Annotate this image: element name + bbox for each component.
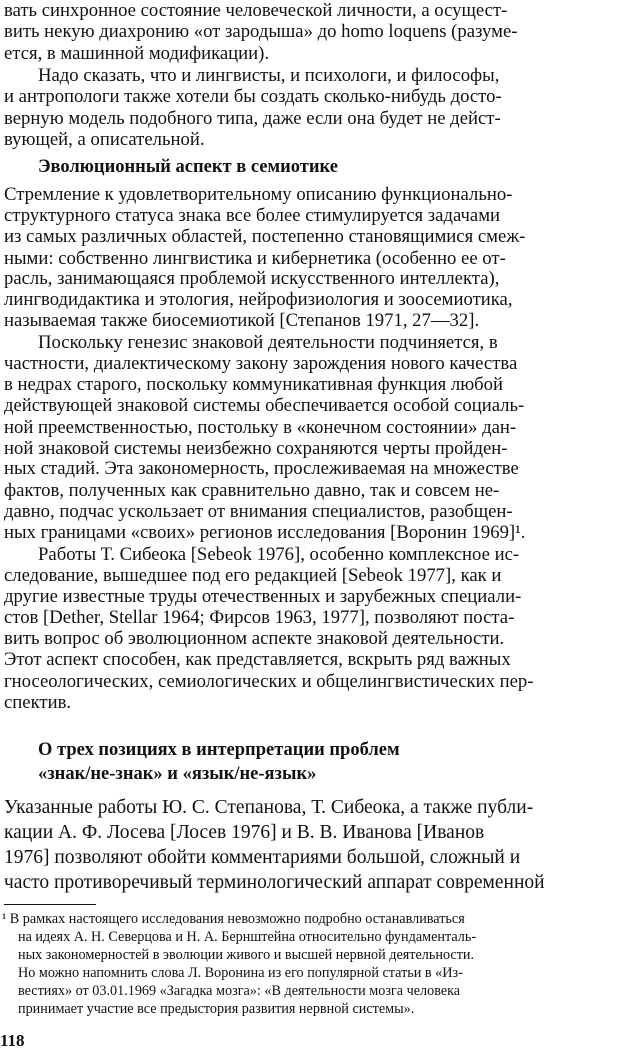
body-text-line: следование, вышедшее под его редакцией [Sebeok 1977], как и <box>4 565 502 586</box>
body-text-line: стов [Dether, Stellar 1964; Фирсов 1963, 1977], позволяют поста- <box>4 607 515 628</box>
body-text-line: Указанные работы Ю. С. Степанова, Т. Сибеока, а также публи- <box>4 797 534 818</box>
body-text-line: Этот аспект способен, как представляется, вскрыть ряд важных <box>4 649 511 670</box>
body-text-line: Поскольку генезис знаковой деятельности подчиняется, в <box>38 332 498 353</box>
body-text-line: кации А. Ф. Лосева [Лосев 1976] и В. В. Иванова [Иванов <box>4 822 485 843</box>
section-heading: «знак/не-знак» и «язык/не-язык» <box>38 764 317 784</box>
body-text-line: Надо сказать, что и лингвисты, и психологи, и философы, <box>38 65 500 86</box>
body-text-line: вующей, а описательной. <box>4 129 205 150</box>
section-heading: О трех позициях в интерпретации проблем <box>38 740 400 760</box>
body-text-line: часто противоречивый терминологический аппарат современной <box>4 872 545 893</box>
body-text-line: вить вопрос об эволюционном аспекте знаковой деятельности. <box>4 628 505 649</box>
footnote-divider <box>4 904 96 905</box>
footnote-line: вестиях» от 03.01.1969 «Загадка мозга»: «В деятельности мозга человека <box>18 983 461 999</box>
body-text-line: ных границами «своих» регионов исследования [Воронин 1969]¹. <box>4 522 526 543</box>
body-text-line: в недрах старого, поскольку коммуникативная функция любой <box>4 374 504 395</box>
body-text-line: называемая также биосемиотикой [Степанов 1971, 27—32]. <box>4 310 480 331</box>
body-text-line: спектив. <box>4 692 72 713</box>
body-text-line: верную модель подобного типа, даже если она будет не дейст- <box>4 108 501 129</box>
footnote-line: на идеях А. Н. Северцова и Н. А. Бернштейна относительно фундаменталь- <box>18 929 477 945</box>
body-text-line: ной знаковой системы неизбежно сохраняются черты пройден- <box>4 438 508 459</box>
body-text-line: лингводидактика и этология, нейрофизиология и зоосемиотика, <box>4 289 513 310</box>
body-text-line: другие известные труды отечественных и зарубежных специали- <box>4 586 522 607</box>
body-text-line: ных стадий. Эта закономерность, прослеживаемая на множестве <box>4 458 519 479</box>
footnote-line: ¹ В рамках настоящего исследования невозможно подробно останавливаться <box>2 911 465 927</box>
body-text-line: частности, диалектическому закону зарождения нового качества <box>4 353 518 374</box>
body-text-line: ными: собственно лингвистика и кибернетика (особенно ее от- <box>4 248 506 269</box>
body-text-line: вить некую диахронию «от зародыша» до homo loquens (разуме- <box>4 21 518 42</box>
body-text-line: и антропологи также хотели бы создать сколько-нибудь досто- <box>4 86 502 107</box>
body-text-line: ется, в машинной модификации). <box>4 43 270 64</box>
body-text-line: структурного статуса знака все более стимулируется задачами <box>4 205 501 226</box>
footnote-line: ных закономерностей в эволюции живого и высшей нервной деятельности. <box>18 947 475 963</box>
body-text-line: давно, подчас ускользает от внимания специалистов, разобщен- <box>4 501 513 522</box>
body-text-line: Работы Т. Сибеока [Sebeok 1976], особенно комплексное ис- <box>38 544 520 565</box>
body-text-line: фактов, полученных как сравнительно давно, так и совсем не- <box>4 480 500 501</box>
body-text-line: из самых различных областей, постепенно становящимися смеж- <box>4 226 526 247</box>
body-text-line: ной преемственностью, постольку в «конечном состоянии» дан- <box>4 417 517 438</box>
section-heading: Эволюционный аспект в семиотике <box>38 157 338 177</box>
page-number: 118 <box>0 1031 25 1050</box>
body-text-line: 1976] позволяют обойти комментариями большой, сложный и <box>4 847 521 868</box>
body-text-line: действующей знаковой системы обеспечивается особой социаль- <box>4 395 525 416</box>
body-text-line: вать синхронное состояние человеческой личности, а осущест- <box>4 0 508 21</box>
footnote-line: Но можно напомнить слова Л. Воронина из его популярной статьи в «Из- <box>18 965 463 981</box>
footnote-line: принимает участие все предыстория развития нервной системы». <box>18 1001 415 1017</box>
body-text-line: гносеологических, семиологических и общелингвистических пер- <box>4 671 534 692</box>
body-text-line: расль, занимающаяся проблемой искусственного интеллекта), <box>4 268 500 289</box>
body-text-line: Стремление к удовлетворительному описанию функционально- <box>4 184 513 205</box>
